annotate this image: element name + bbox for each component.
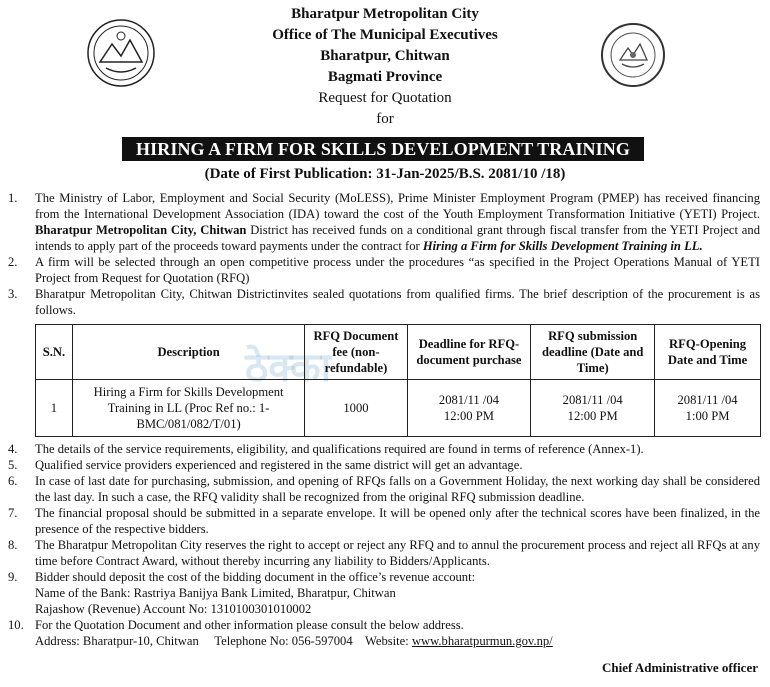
telephone: Telephone No: 056-597004: [214, 634, 353, 648]
office-name: Office of The Municipal Executives: [272, 27, 498, 43]
org-name: Bharatpur Metropolitan City: [291, 6, 479, 22]
list-item: 5. Qualified service providers experienced and registered in the same district will get an advantage.: [8, 458, 523, 472]
notice-for: for: [376, 111, 394, 127]
list-item: 8. The Bharatpur Metropolitan City reserves the right to accept or reject any RFQ and to annul the procurement process and reject all RFQs at any time before Contract Award, without thereby incurring any liability to Bidders/Applicants.: [8, 538, 760, 568]
item-number: 5.: [8, 458, 18, 472]
table-row: [36, 380, 761, 437]
item-number: 8.: [8, 538, 18, 552]
cell-submission-deadline: 2081/11 /04 12:00 PM: [531, 380, 655, 437]
address: Address: Bharatpur-10, Chitwan: [35, 634, 199, 648]
item-number: 2.: [8, 255, 18, 269]
cell-sn: 1: [36, 380, 73, 437]
notice-type: Request for Quotation: [318, 90, 452, 106]
notice-title: HIRING A FIRM FOR SKILLS DEVELOPMENT TRAINING: [122, 137, 644, 161]
list-item: 1. The Ministry of Labor, Employment and Social Security (MoLESS), Prime Minister Employment Program (PMEP) has received financing from the International Development Association (IDA) toward the cost of the Youth Employment Transformation Initiative (YETI) Project. Bharatpur Metropolitan City, Chitwan District has received funds on a conditional grant through fiscal transfer from the YETI Project and intends to apply part of the proceeds toward payments under the contract for Hiring a Firm for Skills Development Training in LL.: [8, 191, 760, 253]
table-header-row: [36, 325, 761, 380]
item-number: 9.: [8, 570, 18, 584]
notice-body: [8, 190, 760, 649]
cell-opening: 2081/11 /04 1:00 PM: [655, 380, 761, 437]
col-header-purchase-deadline: Deadline for RFQ-document purchase: [407, 325, 531, 380]
list-item: 10. For the Quotation Document and other information please consult the below address.: [8, 618, 464, 632]
col-header-sn: S.N.: [36, 325, 73, 380]
contact-line: [8, 633, 760, 649]
col-header-fee: RFQ Document fee (non-refundable): [305, 325, 407, 380]
cell-description: Hiring a Firm for Skills Development Training in LL (Proc Ref no.: 1-BMC/081/082/T/01): [72, 380, 304, 437]
cell-fee: 1000: [305, 380, 407, 437]
list-item: 2. A firm will be selected through an open competitive process under the procedures “as specified in the Project Operations Manual of YETI Project from Request for Quotation (RFQ): [8, 255, 760, 285]
item-number: 6.: [8, 474, 18, 488]
item-number: 1.: [8, 191, 18, 205]
item-number: 3.: [8, 287, 18, 301]
list-item: 4. The details of the service requirements, eligibility, and qualifications required are found in terms of reference (Annex-1).: [8, 442, 644, 456]
procurement-table: [35, 324, 761, 437]
list-item: 6. In case of last date for purchasing, submission, and opening of RFQs falls on a Government Holiday, the next working day shall be considered the last day. In such a case, the RFQ validity shall be recognized from the original RFQ submission deadline.: [8, 474, 760, 504]
list-item: 7. The financial proposal should be submitted in a separate envelope. It will be opened only after the technical scores have been finalized, in the presence of the respective bidders.: [8, 506, 760, 536]
item-number: 7.: [8, 506, 18, 520]
col-header-opening: RFQ-Opening Date and Time: [655, 325, 761, 380]
watermark: ठेक्का: [245, 345, 332, 391]
list-item: 3. Bharatpur Metropolitan City, Chitwan Districtinvites sealed quotations from qualified firms. The brief description of the procurement is as follows.: [8, 287, 760, 317]
cell-purchase-deadline: 2081/11 /04 12:00 PM: [407, 380, 531, 437]
province-name: Bagmati Province: [327, 69, 443, 85]
item-number: 10.: [8, 618, 24, 632]
letterhead: [0, 4, 770, 130]
list-item: 9. Bidder should deposit the cost of the bidding document in the office’s revenue account:: [8, 570, 476, 584]
col-header-submission-deadline: RFQ submission deadline (Date and Time): [531, 325, 655, 380]
item-number: 4.: [8, 442, 18, 456]
account-number: Rajashow (Revenue) Account No: 1310100301010002: [35, 602, 312, 616]
col-header-description: Description: [72, 325, 304, 380]
office-location: Bharatpur, Chitwan: [320, 48, 450, 64]
signatory: Chief Administrative officer: [602, 660, 758, 675]
publication-date: (Date of First Publication: 31-Jan-2025/B.S. 2081/10 /18): [204, 166, 566, 182]
website-label: Website:: [365, 634, 409, 648]
website-link[interactable]: www.bharatpurmun.gov.np/: [411, 634, 553, 648]
bank-name: Name of the Bank: Rastriya Banijya Bank Limited, Bharatpur, Chitwan: [35, 586, 396, 600]
